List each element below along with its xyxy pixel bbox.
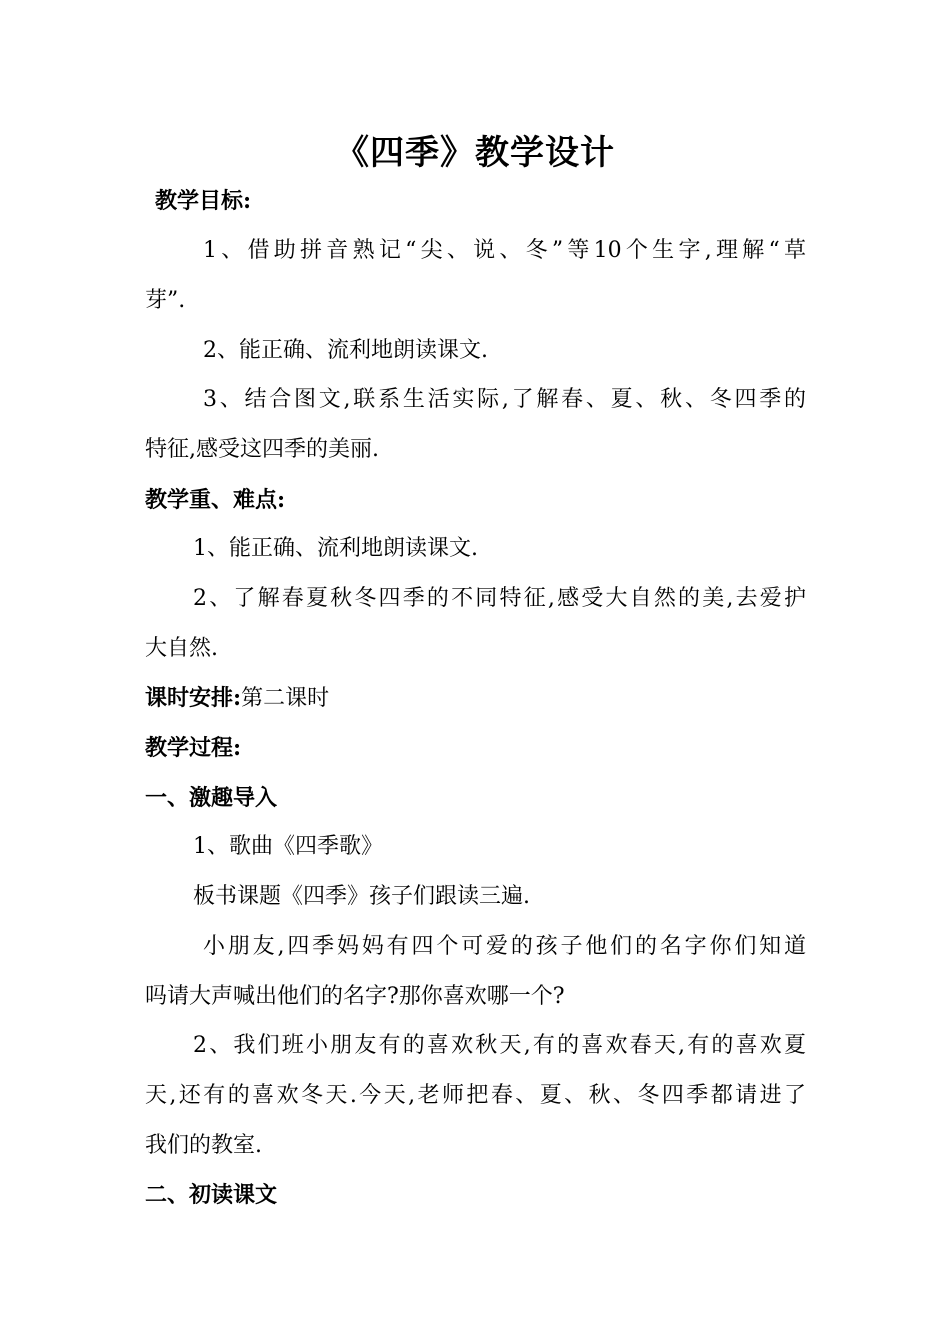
key-point-2-line-2: 大自然. — [145, 636, 218, 661]
section-1-item-3-line-1: 小朋友,四季妈妈有四个可爱的孩子他们的名字你们知道 — [203, 934, 806, 959]
section-1-item-4-line-1: 2、我们班小朋友有的喜欢秋天,有的喜欢春天,有的喜欢夏 — [193, 1033, 806, 1058]
process-heading: 教学过程: — [145, 735, 242, 761]
objective-1-line-1: 1、借助拼音熟记“尖、说、冬”等10个生字,理解“草 — [203, 238, 806, 263]
objective-3-line-2: 特征,感受这四季的美丽. — [145, 437, 379, 462]
section-1-item-3-line-2: 吗请大声喊出他们的名字?那你喜欢哪一个? — [145, 984, 565, 1009]
section-1-item-4-line-2: 天,还有的喜欢冬天.今天,老师把春、夏、秋、冬四季都请进了 — [145, 1083, 806, 1108]
section-1-heading: 一、激趣导入 — [145, 785, 278, 811]
schedule-label: 课时安排: — [145, 685, 242, 711]
section-2-heading: 二、初读课文 — [145, 1182, 278, 1208]
objective-3-line-1: 3、结合图文,联系生活实际,了解春、夏、秋、冬四季的 — [203, 387, 806, 412]
key-point-2-line-1: 2、了解春夏秋冬四季的不同特征,感受大自然的美,去爱护 — [193, 586, 806, 611]
key-point-1: 1、能正确、流利地朗读课文. — [193, 536, 478, 561]
objective-2: 2、能正确、流利地朗读课文. — [203, 338, 488, 363]
section-1-item-2: 板书课题《四季》孩子们跟读三遍. — [193, 884, 530, 909]
section-1-item-4-line-3: 我们的教室. — [145, 1133, 262, 1158]
section-1-item-1: 1、歌曲《四季歌》 — [193, 834, 383, 859]
objective-1-line-2: 芽”. — [145, 288, 186, 313]
schedule-row — [145, 683, 810, 714]
schedule-value: 第二课时 — [241, 686, 330, 711]
key-points-heading: 教学重、难点: — [145, 487, 286, 513]
objectives-heading: 教学目标: — [155, 188, 252, 214]
document-title: 《四季》教学设计 — [335, 133, 615, 173]
